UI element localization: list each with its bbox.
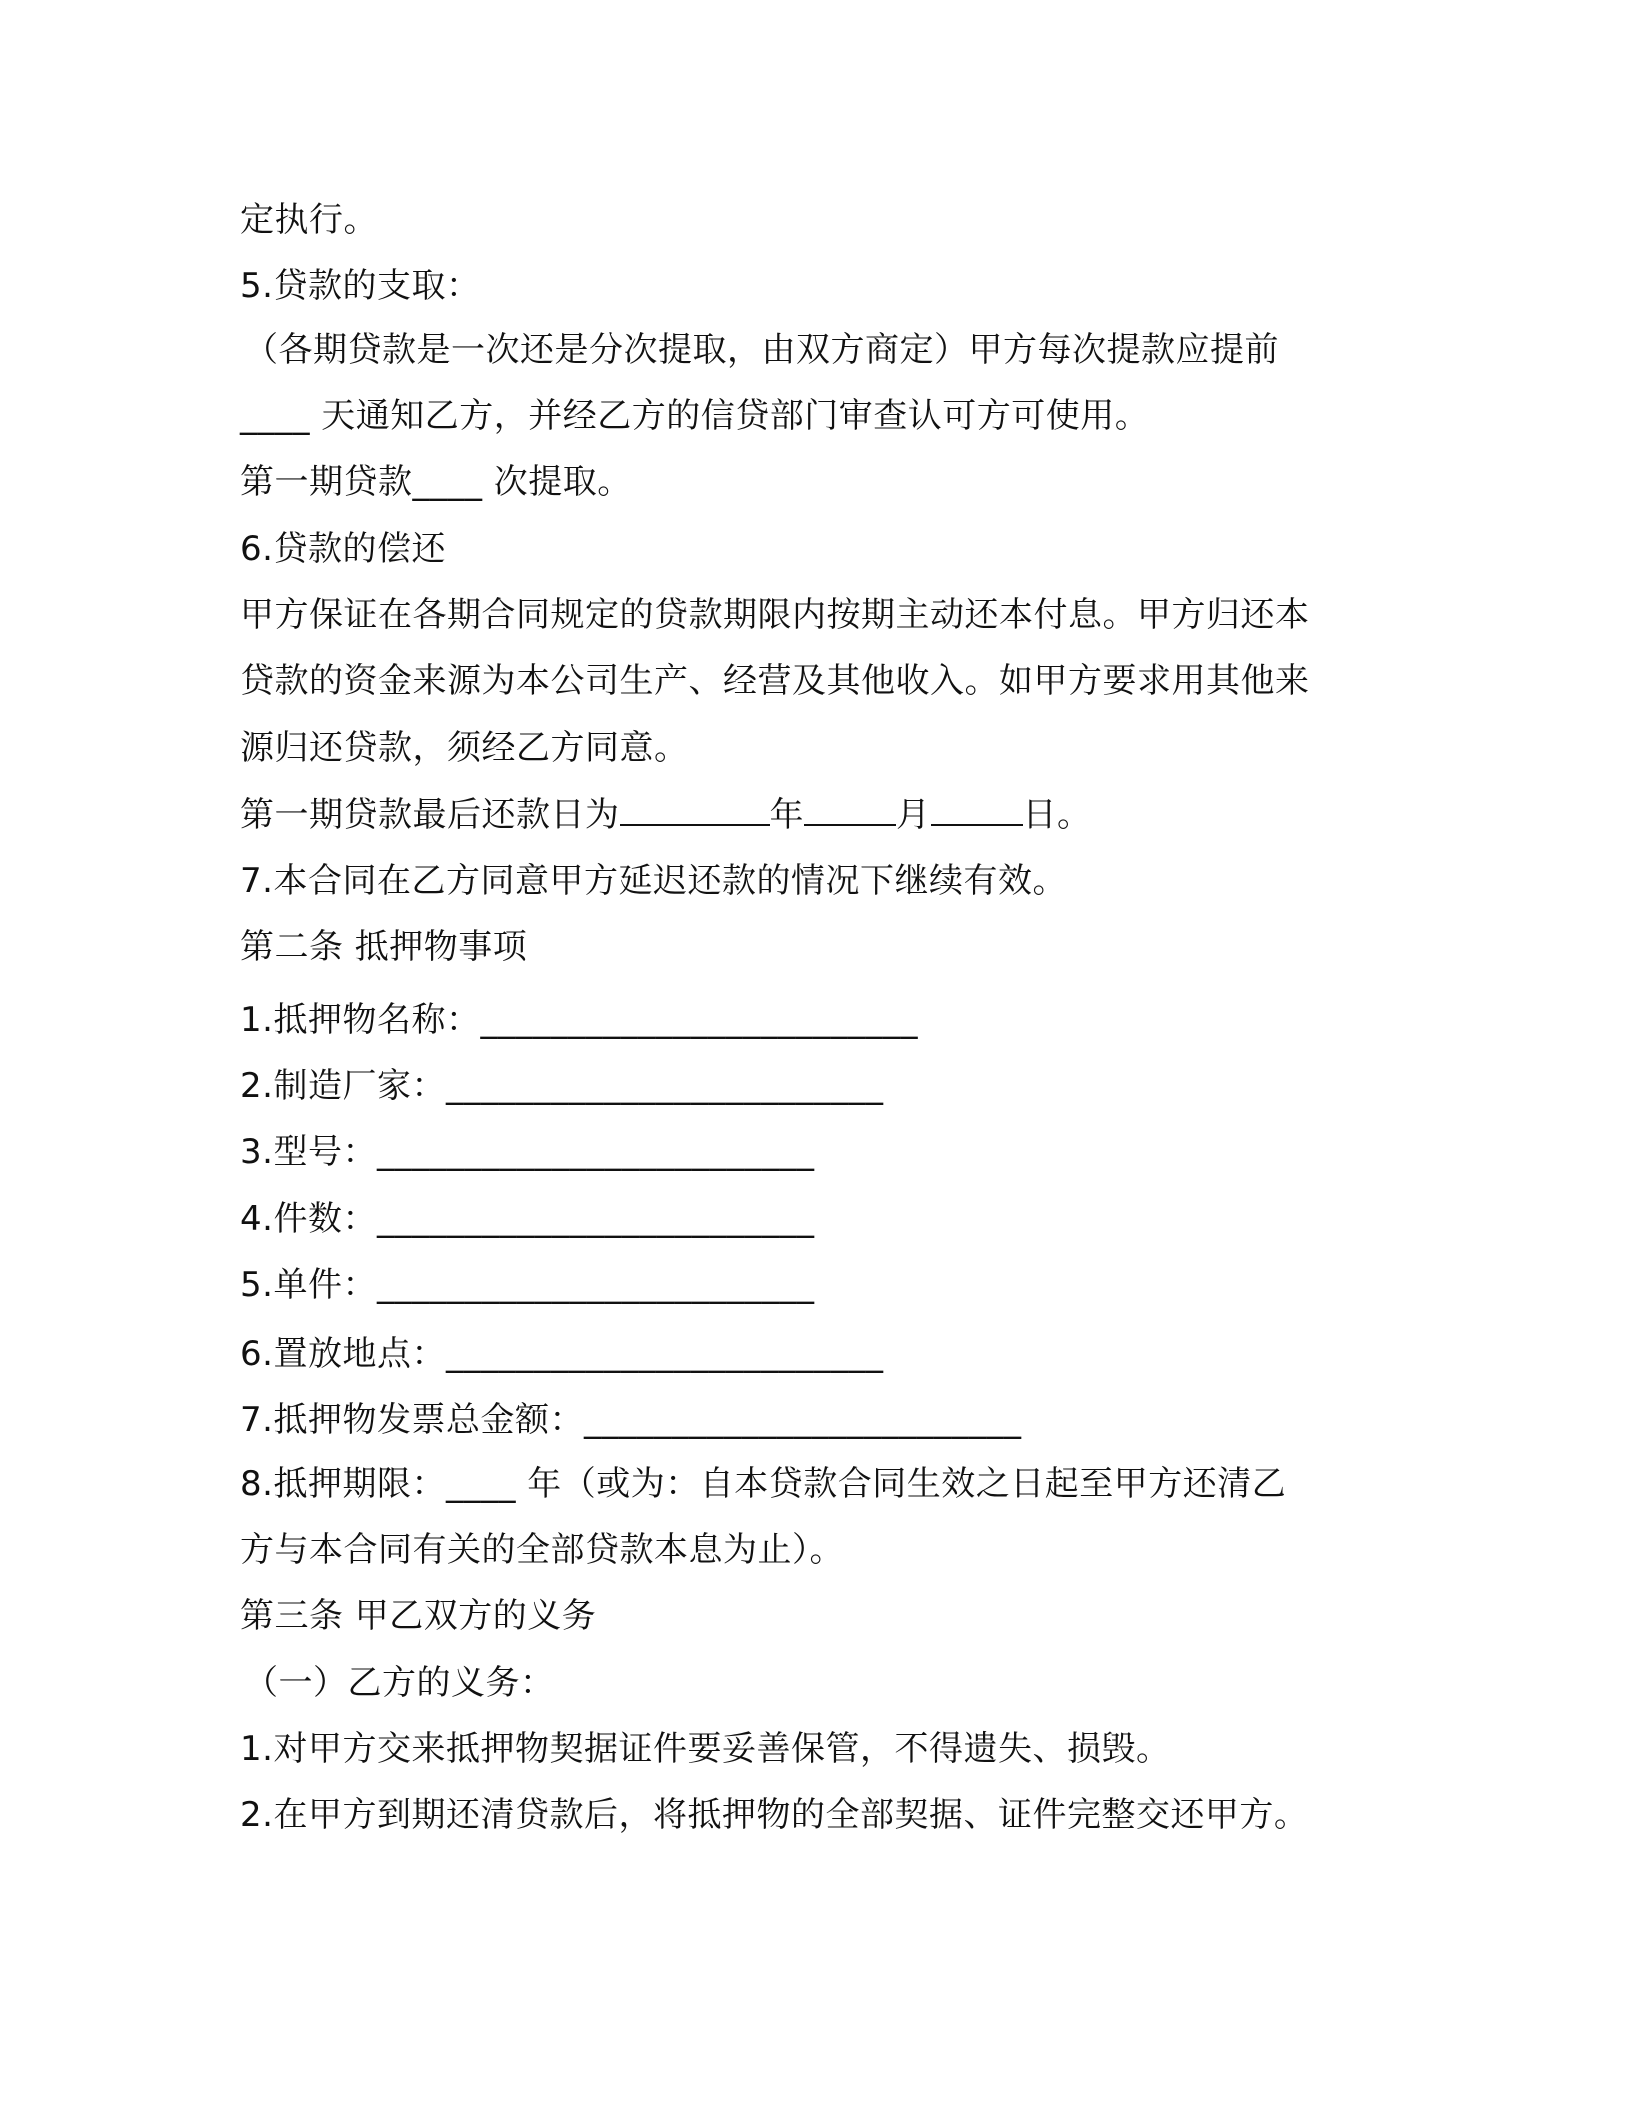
year-blank	[620, 790, 770, 826]
text-line: （各期贷款是一次还是分次提取，由双方商定）甲方每次提款应提前	[244, 330, 1279, 370]
unit-field: 5.单件：_________________________	[240, 1265, 815, 1305]
text-line: 1.对甲方交来抵押物契据证件要妥善保管，不得遗失、损毁。	[240, 1729, 1171, 1769]
quantity-field: 4.件数：_________________________	[240, 1199, 815, 1239]
text-line: 第一期贷款____ 次提取。	[240, 462, 632, 502]
text-line: 7.本合同在乙方同意甲方延迟还款的情况下继续有效。	[240, 861, 1067, 901]
text-line: ____ 天通知乙方，并经乙方的信贷部门审查认可方可使用。	[240, 396, 1150, 436]
model-field: 3.型号：_________________________	[240, 1132, 815, 1172]
article-heading: 第三条 甲乙双方的义务	[240, 1596, 597, 1636]
year-label: 年	[769, 795, 804, 835]
collateral-name-field: 1.抵押物名称：_________________________	[240, 1000, 918, 1040]
day-label: 日。	[1022, 795, 1092, 835]
last-repayment-date-line	[240, 790, 1092, 839]
section-heading: 5.贷款的支取：	[240, 266, 481, 306]
manufacturer-field: 2.制造厂家：_________________________	[240, 1066, 884, 1106]
section-heading: 6.贷款的偿还	[240, 529, 446, 569]
text-line: 甲方保证在各期合同规定的贷款期限内按期主动还本付息。甲方归还本	[240, 595, 1310, 635]
location-field: 6.置放地点：_________________________	[240, 1334, 884, 1374]
last-repayment-label: 第一期贷款最后还款日为	[240, 795, 620, 835]
subsection-heading: （一）乙方的义务：	[244, 1663, 555, 1703]
day-blank	[931, 790, 1023, 826]
month-label: 月	[896, 795, 931, 835]
article-heading: 第二条 抵押物事项	[240, 927, 528, 967]
text-line: 方与本合同有关的全部贷款本息为止）。	[240, 1530, 844, 1570]
mortgage-term-line: 8.抵押期限：____ 年（或为：自本贷款合同生效之日起至甲方还清乙	[240, 1464, 1287, 1504]
month-blank	[804, 790, 896, 826]
text-line: 贷款的资金来源为本公司生产、经营及其他收入。如甲方要求用其他来	[240, 661, 1310, 701]
invoice-total-field: 7.抵押物发票总金额：_________________________	[240, 1400, 1022, 1440]
text-line: 源归还贷款，须经乙方同意。	[240, 728, 689, 768]
text-line: 2.在甲方到期还清贷款后，将抵押物的全部契据、证件完整交还甲方。	[240, 1795, 1309, 1835]
text-line: 定执行。	[240, 200, 378, 240]
